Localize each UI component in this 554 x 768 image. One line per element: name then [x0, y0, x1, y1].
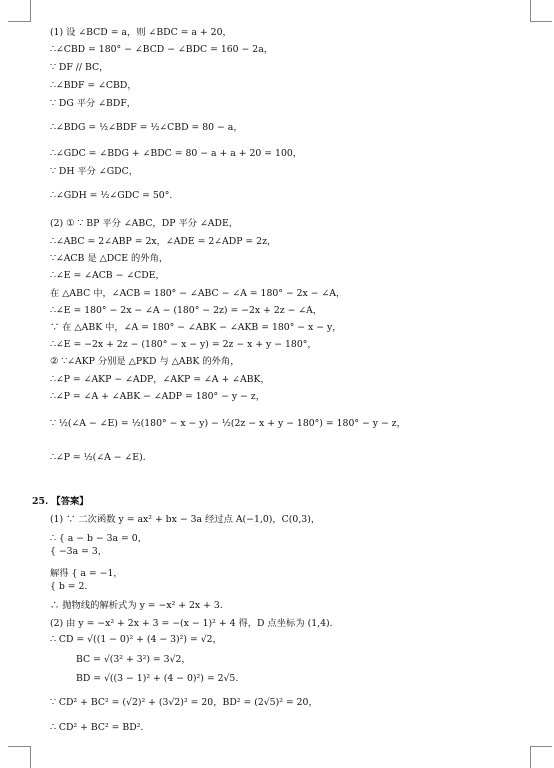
crop-mark-top-left [30, 0, 31, 22]
text-line: ∵ 在 △ABK 中，∠A = 180° − ∠ABK − ∠AKB = 180° − x − y， [50, 322, 342, 333]
text-line: ∵ DG 平分 ∠BDF， [50, 98, 137, 109]
text-line: (1) 设 ∠BCD = a，则 ∠BDC = a + 20， [50, 27, 232, 38]
text-line: ∴ 抛物线的解析式为 y = −x² + 2x + 3. [50, 600, 223, 611]
text-line: BC = √(3² + 3²) = 3√2， [76, 654, 191, 665]
text-line: ∴∠GDC = ∠BDG + ∠BDC = 80 − a + a + 20 = 100， [50, 148, 303, 159]
text-line: (2) ① ∵ BP 平分 ∠ABC，DP 平分 ∠ADE， [50, 218, 239, 229]
text-line: ② ∵∠AKP 分别是 △PKD 与 △ABK 的外角， [50, 356, 240, 367]
text-line: ∵ DF // BC， [50, 62, 109, 73]
crop-mark-top-right-h [530, 21, 552, 22]
crop-mark-top-right [530, 0, 531, 22]
crop-mark-bottom-left [30, 746, 31, 768]
text-line: ∴∠E = −2x + 2z − (180° − x − y) = 2z − x + y − 180°， [50, 339, 317, 350]
text-line: (2) 由 y = −x² + 2x + 3 = −(x − 1)² + 4 得，D 点坐标为 (1,4). [50, 618, 333, 629]
crop-mark-bottom-right-h [530, 746, 552, 747]
text-line: ∴∠P = ∠A + ∠ABK − ∠ADP = 180° − y − z， [50, 391, 265, 402]
text-line: ∵ ½(∠A − ∠E) = ½(180° − x − y) − ½(2z − x + y − 180°) = 180° − y − z， [50, 418, 406, 429]
text-line: ∴ { a − b − 3a = 0， [50, 533, 148, 544]
text-line: ∵ DH 平分 ∠GDC， [50, 166, 139, 177]
text-line: ∴∠E = ∠ACB − ∠CDE， [50, 270, 165, 281]
text-line: ∵∠ACB 是 △DCE 的外角， [50, 253, 169, 264]
text-line: ∴∠BDF = ∠CBD， [50, 80, 137, 91]
text-line: ∴ CD² + BC² = BD². [50, 722, 144, 733]
crop-mark-bottom-left-h [8, 746, 30, 747]
text-line: ∴∠CBD = 180° − ∠BCD − ∠BDC = 160 − 2a， [50, 44, 274, 55]
text-line: ∴∠E = 180° − 2x − ∠A − (180° − 2z) = −2x + 2z − ∠A， [50, 305, 323, 316]
text-line: ∴∠BDG = ½∠BDF = ½∠CBD = 80 − a， [50, 122, 243, 133]
text-line: { b = 2. [50, 581, 88, 592]
text-line: 在 △ABC 中，∠ACB = 180° − ∠ABC − ∠A = 180° − 2x − ∠A， [50, 288, 346, 299]
text-line: 解得 { a = −1， [50, 568, 123, 579]
text-line: ∴∠ABC = 2∠ABP = 2x，∠ADE = 2∠ADP = 2z， [50, 236, 277, 247]
text-line: ∴ CD = √((1 − 0)² + (4 − 3)²) = √2， [50, 634, 222, 645]
crop-mark-top-left-h [8, 21, 30, 22]
text-line: { −3a = 3， [50, 546, 108, 557]
text-line: ∴∠P = ½(∠A − ∠E). [50, 452, 146, 463]
question-heading: 25. 【答案】 [32, 496, 89, 507]
text-line: (1) ∵ 二次函数 y = ax² + bx − 3a 经过点 A(−1,0)，C(0,3)， [50, 514, 321, 525]
crop-mark-bottom-right [530, 746, 531, 768]
text-line: BD = √((3 − 1)² + (4 − 0)²) = 2√5. [76, 673, 239, 684]
text-line: ∴∠GDH = ½∠GDC = 50°. [50, 190, 173, 201]
text-line: ∵ CD² + BC² = (√2)² + (3√2)² = 20，BD² = (2√5)² = 20， [50, 697, 318, 708]
text-line: ∴∠P = ∠AKP − ∠ADP，∠AKP = ∠A + ∠ABK， [50, 374, 270, 385]
